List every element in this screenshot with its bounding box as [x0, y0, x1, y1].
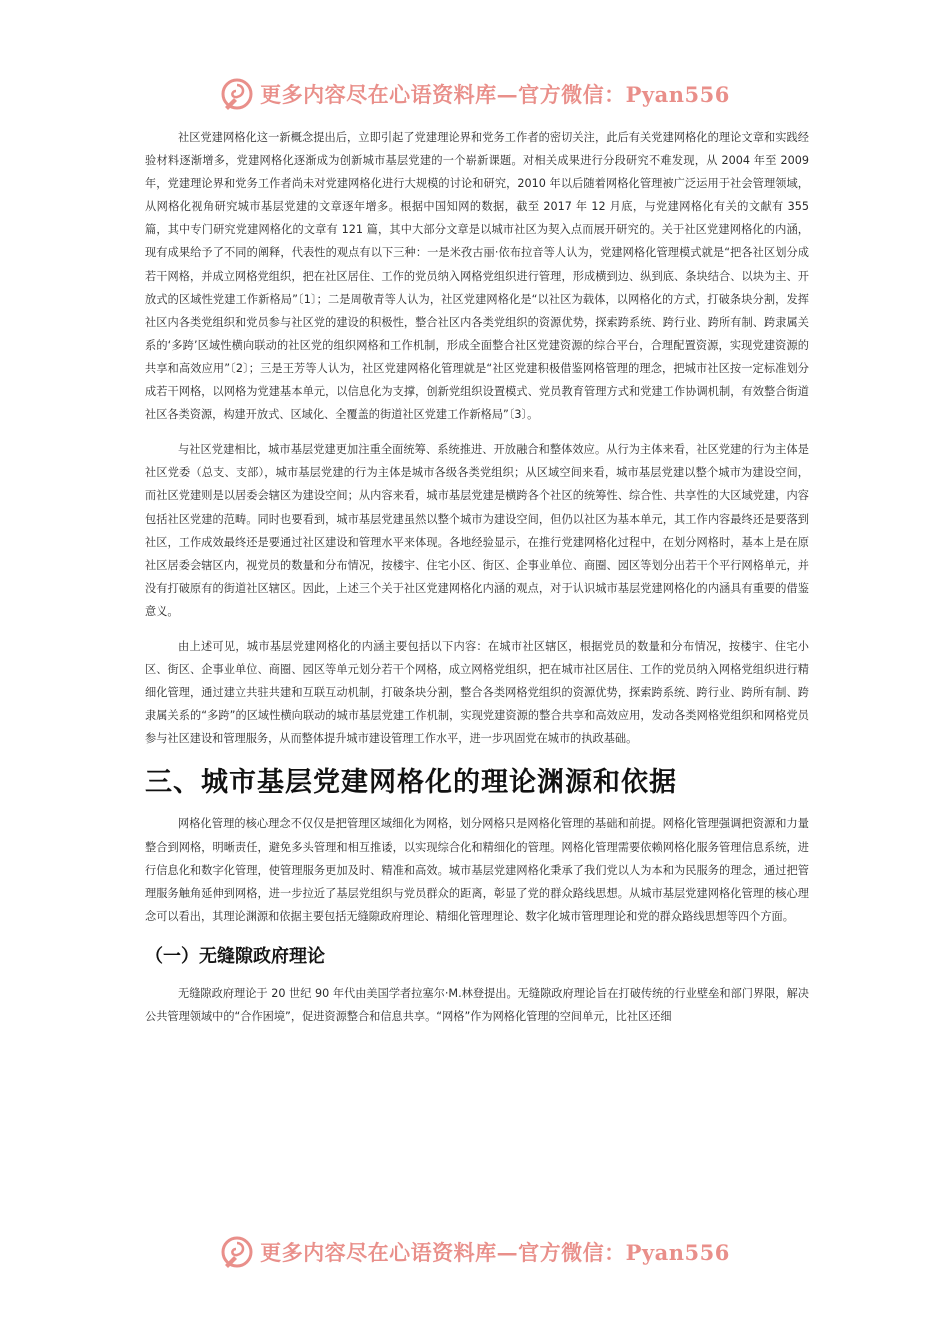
subsection-heading: （一）无缝隙政府理论	[145, 945, 325, 967]
section-heading: 三、城市基层党建网格化的理论渊源和依据	[145, 767, 677, 799]
banner-text: 更多内容尽在心语资料库—官方微信：Pyan556	[260, 1240, 730, 1265]
spiral-pen-logo-icon	[220, 77, 254, 111]
header-banner	[0, 74, 950, 114]
footer-banner	[0, 1232, 950, 1272]
banner-text: 更多内容尽在心语资料库—官方微信：Pyan556	[260, 82, 730, 107]
paragraph-2: 与社区党建相比，城市基层党建更加注重全面统筹、系统推进、开放融合和整体效应。从行为主体来看，社区党建的行为主体是社区党委（总支、支部），城市基层党建的行为主体是城市各级各类党组织；从区域空间来看，城市基层党建以整个城市为建设空间，而社区党建则是以居委会辖区为建设空间；从内容来看，城市基层党建是横跨各个社区的统筹性、综合性、共享性的大区域党建，内容包括社区党建的范畴。同时也要看到，城市基层党建虽然以整个城市为建设空间，但仍以社区为基本单元，其工作内容最终还是要落到社区，工作成效最终还是要通过社区建设和管理水平来体现。各地经验显示，在推行党建网格化过程中，在划分网格时，基本上是在原社区居委会辖区内，视党员的数量和分布情况，按楼宇、住宅小区、街区、企事业单位、商圈、园区等划分出若干个平行网格单元，并没有打破原有的街道社区辖区。因此，上述三个关于社区党建网格化内涵的观点，对于认识城市基层党建网格化的内涵具有重要的借鉴意义。	[145, 443, 809, 618]
paragraph-4: 网格化管理的核心理念不仅仅是把管理区域细化为网格，划分网格只是网格化管理的基础和前提。网格化管理强调把资源和力量整合到网格，明晰责任，避免多头管理和相互推诿，以实现综合化和精细化的管理。网格化管理需要依赖网格化服务管理信息系统，进行信息化和数字化管理，使管理服务更加及时、精准和高效。城市基层党建网格化秉承了我们党以人为本和为民服务的理念，通过把管理服务触角延伸到网格，进一步拉近了基层党组织与党员群众的距离，彰显了党的群众路线思想。从城市基层党建网格化管理的核心理念可以看出，其理论渊源和依据主要包括无缝隙政府理论、精细化管理理论、数字化城市管理理论和党的群众路线思想等四个方面。	[145, 817, 809, 923]
paragraph-5: 无缝隙政府理论于 20 世纪 90 年代由美国学者拉塞尔·M.林登提出。无缝隙政府理论旨在打破传统的行业壁垒和部门界限，解决公共管理领域中的“合作困境”，促进资源整合和信息共享。“网格”作为网格化管理的空间单元，比社区还细	[145, 986, 809, 1023]
spiral-pen-logo-icon	[220, 1235, 254, 1269]
paragraph-3: 由上述可见，城市基层党建网格化的内涵主要包括以下内容：在城市社区辖区，根据党员的数量和分布情况，按楼宇、住宅小区、街区、企事业单位、商圈、园区等单元划分若干个网格，成立网格党组织，把在城市社区居住、工作的党员纳入网格党组织进行精细化管理，通过建立共驻共建和互联互动机制，打破条块分割，整合各类网格党组织的资源优势，探索跨系统、跨行业、跨所有制、跨隶属关系的“多跨”的区域性横向联动的城市基层党建工作机制，实现党建资源的整合共享和高效应用，发动各类网格党组织和网格党员参与社区建设和管理服务，从而整体提升城市建设管理工作水平，进一步巩固党在城市的执政基础。	[145, 639, 809, 746]
paragraph-1: 社区党建网格化这一新概念提出后，立即引起了党建理论界和党务工作者的密切关注，此后有关党建网格化的理论文章和实践经验材料逐渐增多，党建网格化逐渐成为创新城市基层党建的一个崭新课题。对相关成果进行分段研究不难发现，从 2004 年至 2009 年，党建理论界和党务工作者尚未对党建网格化进行大规模的讨论和研究，2010 年以后随着网格化管理被广泛运用于社会管理领域，从网格化视角研究城市基层党建的文章逐年增多。根据中国知网的数据，截至 2017 年 12 月底，与党建网格化有关的文献有 355 篇，其中专门研究党建网格化的文章有 121 篇，其中大部分文章是以城市社区为契入点而展开研究的。关于社区党建网格化的内涵，现有成果给予了不同的阐释，代表性的观点有以下三种：一是米孜古丽·依布拉音等人认为，党建网格化管理模式就是“把各社区划分成若干网格，并成立网格党组织，把在社区居住、工作的党员纳入网格党组织进行管理，形成横到边、纵到底、条块结合、以块为主、开放式的区域性党建工作新格局”〔1〕；二是周敬青等人认为，社区党建网格化是“以社区为载体，以网格化的方式，打破条块分割，发挥社区内各类党组织和党员参与社区党的建设的积极性，整合社区内各类党组织的资源优势，探索跨系统、跨行业、跨所有制、跨隶属关系的‘多跨’区域性横向联动的社区党的组织网格和工作机制，形成全面整合社区党建资源的综合平台，合理配置资源，实现党建资源的共享和高效应用”〔2〕；三是王芳等人认为，社区党建网格化管理就是“社区党建积极借鉴网格管理的理念，把城市社区按一定标准划分成若干网格，以网格为党建基本单元，以信息化为支撑，创新党组织设置模式、党员教育管理方式和党建工作协调机制，有效整合街道社区各类资源，构建开放式、区域化、全覆盖的街道社区党建工作新格局”〔3〕。	[145, 131, 809, 422]
document-body	[145, 126, 809, 1028]
